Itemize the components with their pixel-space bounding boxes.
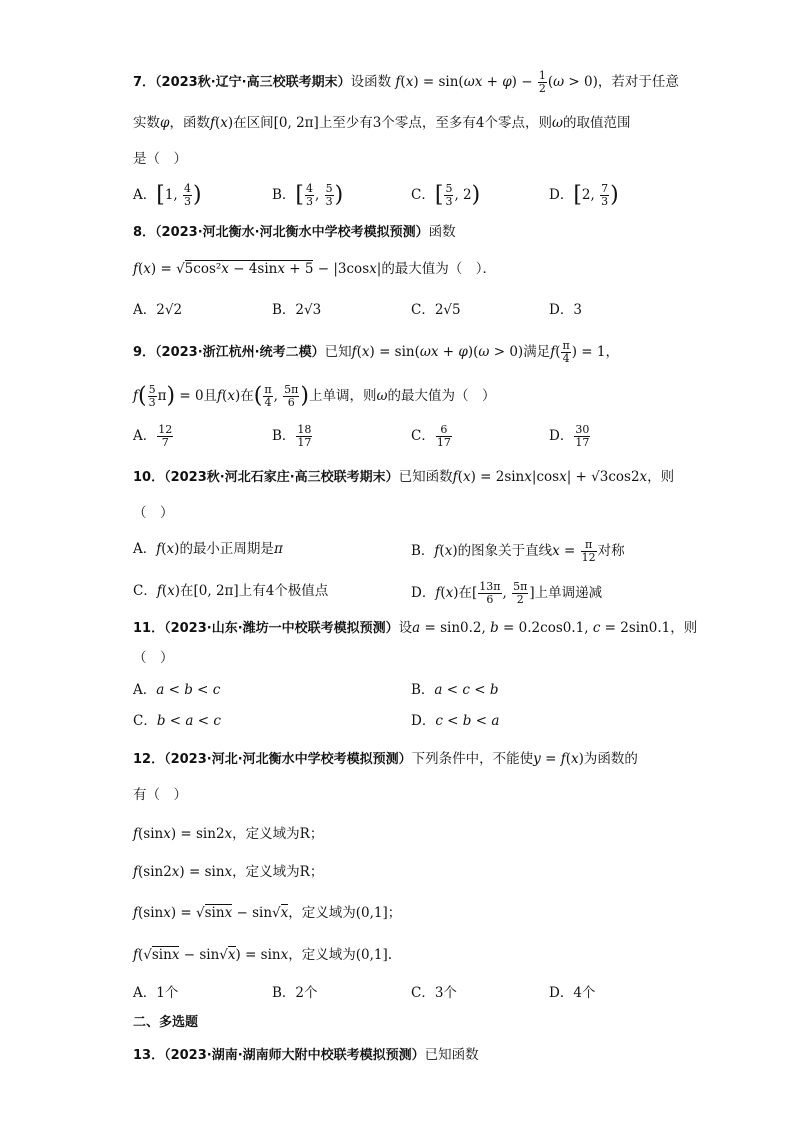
q9-option-b-label: B． <box>272 428 296 444</box>
q7-formula: f(x) = sin(ωx + φ) − $\frac{1}{2}$ (ω > 0) <box>395 69 598 95</box>
q12-source: （2023·河北·河北衡水中学校考模拟预测） <box>164 752 412 767</box>
q8-stem: 函数 <box>428 224 456 240</box>
q11-line1: 11．（2023·山东·潍坊一中校联考模拟预测）设a = sin0.2, b = 0.2cos0.1, c = 2sin0.1，则 <box>133 620 698 636</box>
q10-option-a-label: A． <box>133 541 157 557</box>
q12-number: 12． <box>133 752 165 767</box>
q7-text-a: 实数 <box>133 115 160 131</box>
q11-number: 11． <box>133 621 165 636</box>
q8-option-d: D．3 <box>549 302 582 318</box>
q11-option-b: B．a < c < b <box>411 682 499 698</box>
q10-line2: （ ） <box>133 505 174 521</box>
q9-text-b: 在 <box>240 388 254 404</box>
q12-condition-4: f(√sinx − sin√x) = sinx，定义域为(0,1]. <box>133 947 393 963</box>
q12-option-d: D．4个 <box>549 985 596 1001</box>
q13-stem: 已知函数 <box>424 1047 479 1063</box>
q12-condition-2: f(sin2x) = sinx，定义域为R； <box>133 864 324 880</box>
q8-formula: f(x) = √5cos²x − 4sinx + 5 − |3cosx| <box>133 261 382 277</box>
q11-option-b-label: B． <box>411 682 435 698</box>
q7-line1 <box>133 70 679 95</box>
q10-option-d: D．f(x)在[ $\frac{13\pi}{6}$ , $\frac{5\pi}{2}$ ]上单调递减 <box>411 580 603 606</box>
q10-option-b-label: B． <box>411 543 435 559</box>
q9-line2: f( $\frac{5}{3}$ π) = 0且f(x)在( $\frac{\pi}{4}$ , $\frac{5\pi}{6}$ )上单调，则ω的最大值为（ ） <box>133 383 496 409</box>
q10-source: （2023秋·河北石家庄·高三校联考期末） <box>164 470 399 485</box>
q9-option-a-label: A． <box>133 428 157 444</box>
q11-source: （2023·山东·潍坊一中校联考模拟预测） <box>164 621 399 636</box>
q7-option-b: B．[ $\frac{4}{3}$ , $\frac{5}{3}$ ) <box>272 182 344 208</box>
q8-number: 8． <box>133 225 156 240</box>
q11-stem: 设 <box>398 620 413 636</box>
q9-source: （2023·浙江杭州·统考二模） <box>155 345 325 360</box>
q7-stem: 设函数 <box>350 74 392 90</box>
q7-option-c-label: C． <box>411 187 435 203</box>
q12-condition-4-text: ，定义域为(0,1]. <box>288 947 393 963</box>
q10-option-b-text2: 对称 <box>597 543 625 559</box>
q10-option-d-text2: ]上单调递减 <box>529 585 603 601</box>
q11-option-d-label: D． <box>411 713 436 729</box>
q7-text-b: ，函数 <box>169 115 210 131</box>
q9-text-d: 的最大值为（ ） <box>387 388 496 404</box>
q12-stem: 下列条件中，不能使 <box>411 751 534 767</box>
q9-option-b: B． $\frac{18}{17}$ <box>272 423 312 449</box>
q7-option-a: A．[1, $\frac{4}{3}$ ) <box>133 182 202 208</box>
q12-condition-1-text: ，定义域为R； <box>232 826 324 842</box>
q10-stem-tail: ，则 <box>647 469 675 485</box>
q7-option-c: C．[ $\frac{5}{3}$ , 2) <box>411 182 481 208</box>
q12-option-b: B．2个 <box>272 985 318 1001</box>
q12-condition-3-text: ，定义域为(0,1]； <box>288 905 402 921</box>
q12-line1: 12．（2023·河北·河北衡水中学校考模拟预测）下列条件中，不能使y = f(x)为函数的 <box>133 751 638 767</box>
q10-line1: 10．（2023秋·河北石家庄·高三校联考期末）已知函数f(x) = 2sinx|cosx| + √3cos2x，则 <box>133 469 675 485</box>
q13-source: （2023·湖南·湖南师大附中校联考模拟预测） <box>164 1048 425 1063</box>
q7-option-d: D．[2, $\frac{7}{3}$ ) <box>549 182 619 208</box>
q9-option-d: D． $\frac{30}{17}$ <box>549 423 590 449</box>
q10-option-a-text: 的最小正周期是 <box>179 541 274 557</box>
q9-stem: 已知 <box>324 344 352 360</box>
q11-line2: （ ） <box>133 650 174 666</box>
q7-line2: 实数φ，函数f(x)在区间[0, 2π]上至少有3个零点，至多有4个零点，则ω的取值范围 <box>133 115 631 131</box>
q12-condition-1: f(sinx) = sin2x，定义域为R； <box>133 826 324 842</box>
q8-source: （2023·河北衡水·河北衡水中学校考模拟预测） <box>155 225 429 240</box>
q11-option-c-label: C． <box>133 713 157 729</box>
q9-number: 9． <box>133 345 156 360</box>
q8-option-b: B．2√3 <box>272 302 322 318</box>
q9-text-a: 且 <box>203 388 218 404</box>
q10-option-b: B．f(x)的图象关于直线x = $\frac{\pi}{12}$ 对称 <box>411 538 625 564</box>
q12-option-c: C．3个 <box>411 985 457 1001</box>
q11-option-a: A．a < b < c <box>133 682 221 698</box>
q7-option-b-label: B． <box>272 187 296 203</box>
q7-stem-tail: ，若对于任意 <box>597 74 679 90</box>
q10-option-a: A．f(x)的最小正周期是π <box>133 541 283 557</box>
q8-stem-tail: 的最大值为（ ）． <box>381 261 497 277</box>
q7-line3: 是（ ） <box>133 151 187 167</box>
q10-option-c-label: C． <box>133 583 157 599</box>
section-heading: 二、多选题 <box>133 1015 199 1030</box>
q10-option-c-text1: 在 <box>180 583 194 599</box>
q10-option-d-text1: 在[ <box>458 585 478 601</box>
q9-option-c-label: C． <box>411 428 435 444</box>
q9-text-c: 上单调，则 <box>308 388 377 404</box>
q13-line1 <box>133 1045 479 1066</box>
q9-line1: 9．（2023·浙江杭州·统考二模）已知f(x) = sin(ωx + φ)(ω > 0)满足f( $\frac{\pi}{4}$ ) = 1， <box>133 339 619 365</box>
q9-option-d-label: D． <box>549 428 574 444</box>
q9-option-a: A． $\frac{12}{7}$ <box>133 423 173 449</box>
q12-option-a: A．1个 <box>133 985 179 1001</box>
q8-option-c: C．2√5 <box>411 302 461 318</box>
q12-condition-3: f(sinx) = √sinx − sin√x，定义域为(0,1]； <box>133 905 402 921</box>
q10-option-b-text1: 的图象关于直线 <box>457 543 553 559</box>
q7-text-e: 的取值范围 <box>563 115 631 131</box>
q7-text-c: 在区间 <box>233 115 274 131</box>
q13-number: 13． <box>133 1048 165 1063</box>
q7-text-d: 上至少有3个零点，至多有4个零点，则 <box>318 115 552 131</box>
q7-option-d-label: D． <box>549 187 574 203</box>
q10-number: 10． <box>133 470 165 485</box>
q8-line1 <box>133 222 456 243</box>
q11-option-a-label: A． <box>133 682 157 698</box>
q8-option-a: A．2√2 <box>133 302 183 318</box>
q7-option-a-label: A． <box>133 187 157 203</box>
q11-stem-tail: ，则 <box>670 620 698 636</box>
q12-condition-2-text: ，定义域为R； <box>232 864 324 880</box>
q10-option-c-text2: 上有4个极值点 <box>238 583 329 599</box>
q12-stem-tail: 为函数的 <box>583 751 638 767</box>
q8-line2 <box>133 259 496 279</box>
q11-option-c: C．b < a < c <box>133 713 221 729</box>
q9-option-c: C． $\frac{6}{17}$ <box>411 423 451 449</box>
q10-stem: 已知函数 <box>398 469 453 485</box>
q10-option-c: C．f(x)在[0, 2π]上有4个极值点 <box>133 583 329 599</box>
q9-stem-mid: 满足 <box>523 344 551 360</box>
q12-line2: 有（ ） <box>133 787 187 803</box>
q7-number: 7． <box>133 75 156 90</box>
q10-option-d-label: D． <box>411 585 436 601</box>
q7-source: （2023秋·辽宁·高三校联考期末） <box>155 75 351 90</box>
q11-option-d: D．c < b < a <box>411 713 500 729</box>
